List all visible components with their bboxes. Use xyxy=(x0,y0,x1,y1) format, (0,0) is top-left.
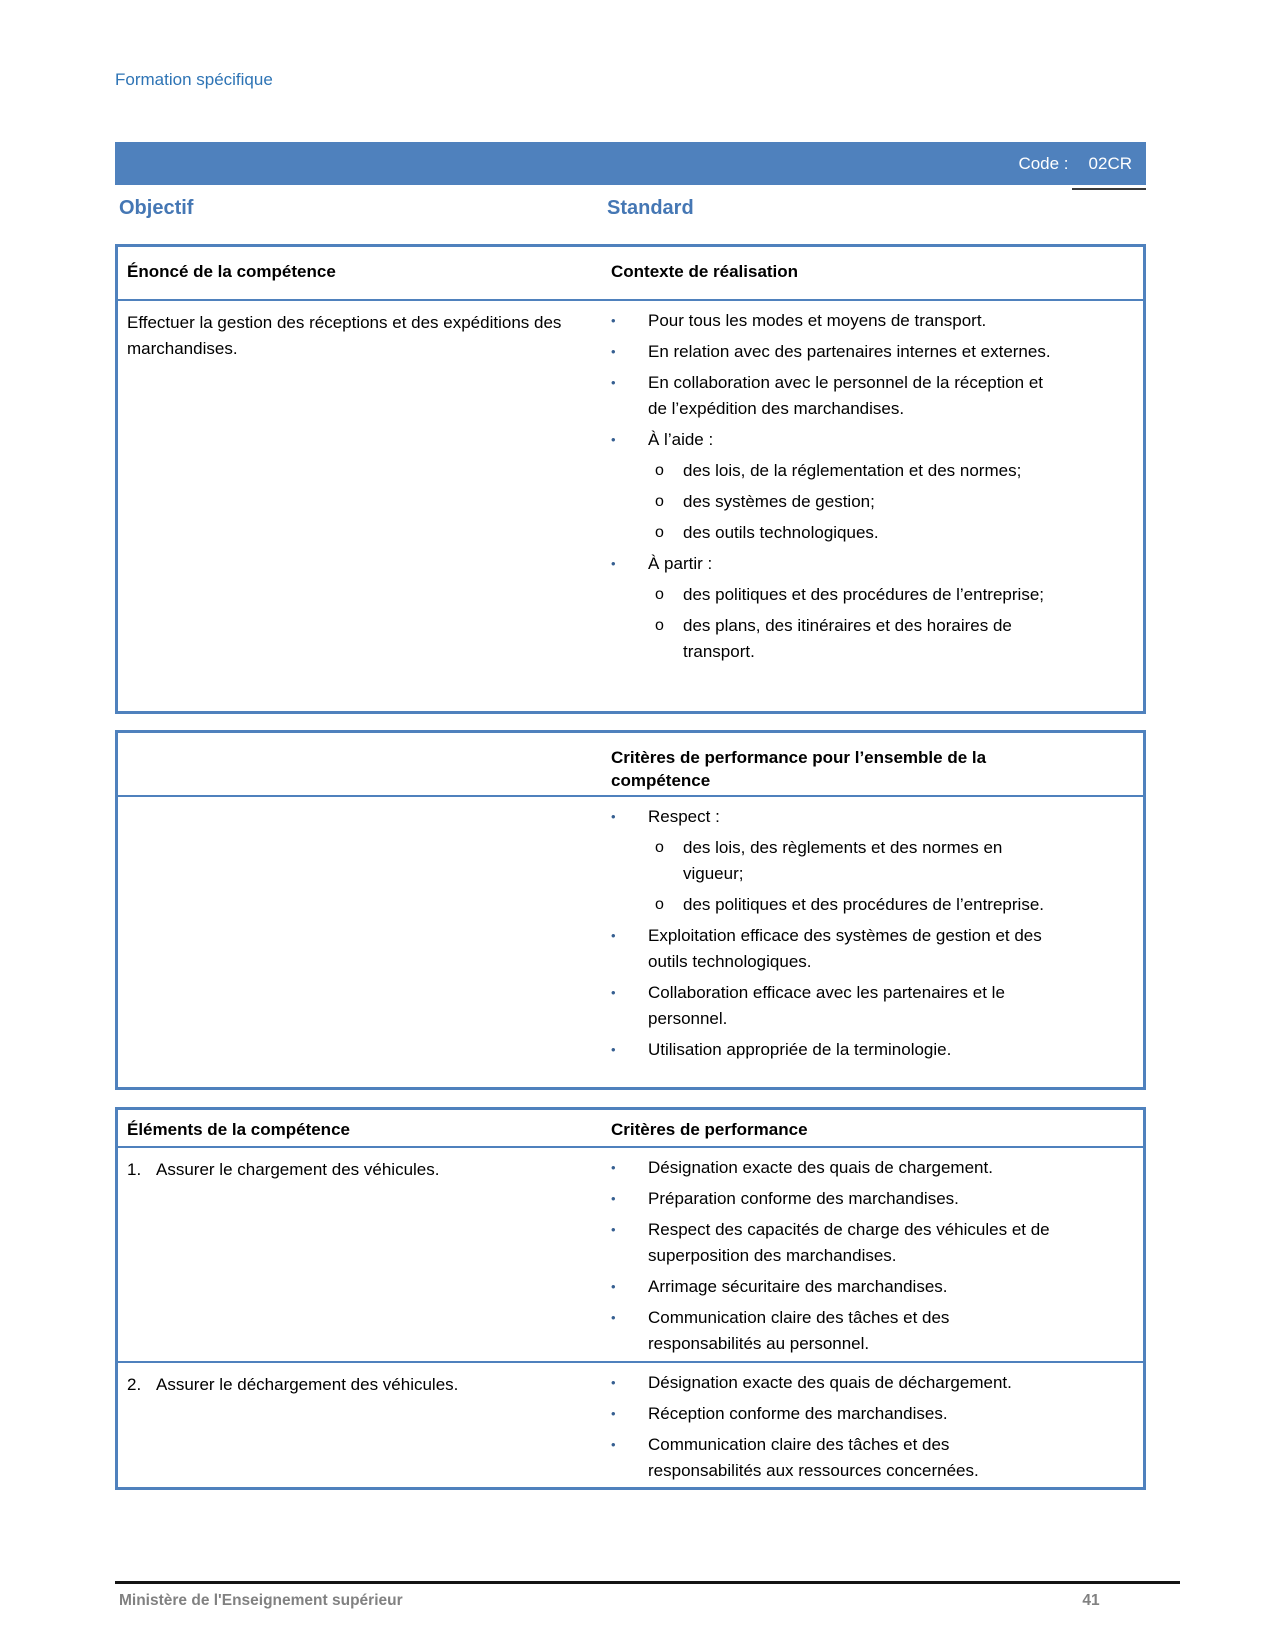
sub-bullet-icon: o xyxy=(655,493,664,510)
bullet-icon: • xyxy=(611,344,616,359)
list-item: • Respect : xyxy=(611,804,1137,830)
element-2-text: Assurer le déchargement des véhicules. xyxy=(156,1375,459,1394)
criteria-1-cell xyxy=(602,1148,1143,1362)
contexte-list xyxy=(602,301,1143,665)
list-item: • Exploitation efficace des systèmes de gestion et des outils technologiques. xyxy=(611,923,1137,975)
list-item: • Désignation exacte des quais de chargement. xyxy=(611,1155,1137,1181)
sub-bullet-icon: o xyxy=(655,617,664,634)
sub-bullet-icon: o xyxy=(655,462,664,479)
table1-header-row xyxy=(118,247,1143,301)
table2-header-right: Critères de performance pour l’ensemble de la compétence xyxy=(611,748,987,790)
criteria-2-cell xyxy=(602,1363,1143,1489)
list-item: • Communication claire des tâches et des responsabilités aux ressources concernées. xyxy=(611,1432,1137,1484)
table3-row-2 xyxy=(118,1363,1143,1489)
list-item: • Désignation exacte des quais de déchargement. xyxy=(611,1370,1137,1396)
competence-statement: Effectuer la gestion des réceptions et des expéditions des marchandises. xyxy=(127,313,562,358)
column-title-objectif: Objectif xyxy=(119,197,194,219)
bullet-icon: • xyxy=(611,809,616,824)
column-title-standard: Standard xyxy=(607,197,694,219)
criteria-2-list xyxy=(602,1363,1143,1484)
footer-divider xyxy=(115,1581,1180,1584)
contexte-cell xyxy=(602,301,1143,670)
criteres-ensemble-cell xyxy=(602,797,1143,1068)
table3-header-left: Éléments de la compétence xyxy=(127,1120,350,1139)
bullet-icon: • xyxy=(611,1437,616,1452)
table2-header-left xyxy=(118,733,602,795)
table-elements-criteres xyxy=(115,1107,1146,1490)
table-enonce-contexte xyxy=(115,244,1146,714)
bullet-icon: • xyxy=(611,1222,616,1237)
list-item: • Réception conforme des marchandises. xyxy=(611,1401,1137,1427)
code-underline xyxy=(1072,188,1146,190)
list-item: • Pour tous les modes et moyens de transport. xyxy=(611,308,1137,334)
criteria-1-list xyxy=(602,1148,1143,1357)
table3-row-1 xyxy=(118,1148,1143,1363)
list-item: • Arrimage sécuritaire des marchandises. xyxy=(611,1274,1137,1300)
bullet-icon: • xyxy=(611,556,616,571)
bullet-icon: • xyxy=(611,1375,616,1390)
sub-list-item: o des systèmes de gestion; xyxy=(655,489,1137,515)
bullet-icon: • xyxy=(611,375,616,390)
sub-bullet-icon: o xyxy=(655,586,664,603)
sub-list-item: o des lois, des règlements et des normes en vigueur; xyxy=(655,835,1137,887)
list-item: • À partir : xyxy=(611,551,1137,577)
list-item: • En collaboration avec le personnel de la réception et de l’expédition des marchandises. xyxy=(611,370,1137,422)
bullet-icon: • xyxy=(611,1310,616,1325)
table2-header-row xyxy=(118,733,1143,797)
list-item: • Préparation conforme des marchandises. xyxy=(611,1186,1137,1212)
sub-list-item: o des outils technologiques. xyxy=(655,520,1137,546)
table-criteres-ensemble xyxy=(115,730,1146,1090)
list-item: • À l’aide : xyxy=(611,427,1137,453)
sub-list-item: o des politiques et des procédures de l’entreprise. xyxy=(655,892,1137,918)
element-1-number: 1. xyxy=(127,1160,142,1179)
bullet-icon: • xyxy=(611,928,616,943)
bullet-icon: • xyxy=(611,1160,616,1175)
footer-page-number: 41 xyxy=(1082,1592,1100,1609)
sub-list-item: o des plans, des itinéraires et des horaires de transport. xyxy=(655,613,1137,665)
list-item: • Utilisation appropriée de la terminologie. xyxy=(611,1037,1137,1063)
bullet-icon: • xyxy=(611,1406,616,1421)
code-bar xyxy=(115,142,1146,185)
footer-ministry: Ministère de l'Enseignement supérieur xyxy=(119,1592,403,1609)
code-value: 02CR xyxy=(1088,153,1132,173)
criteres-ensemble-list xyxy=(602,797,1143,1063)
list-item: • Respect des capacités de charge des véhicules et de superposition des marchandises. xyxy=(611,1217,1137,1269)
element-1 xyxy=(118,1148,602,1362)
table1-header-right: Contexte de réalisation xyxy=(611,262,799,281)
list-item: • En relation avec des partenaires internes et externes. xyxy=(611,339,1137,365)
sub-bullet-icon: o xyxy=(655,896,664,913)
bullet-icon: • xyxy=(611,1042,616,1057)
sub-list-item: o des lois, de la réglementation et des normes; xyxy=(655,458,1137,484)
list-item: • Collaboration efficace avec les partenaires et le personnel. xyxy=(611,980,1137,1032)
bullet-icon: • xyxy=(611,432,616,447)
table2-empty-cell xyxy=(118,797,602,1068)
code-label: Code : xyxy=(1018,153,1069,173)
bullet-icon: • xyxy=(611,313,616,328)
bullet-icon: • xyxy=(611,1279,616,1294)
element-2 xyxy=(118,1363,602,1489)
sub-list-item: o des politiques et des procédures de l’entreprise; xyxy=(655,582,1137,608)
element-1-text: Assurer le chargement des véhicules. xyxy=(156,1160,440,1179)
sub-bullet-icon: o xyxy=(655,839,664,856)
list-item: • Communication claire des tâches et des responsabilités au personnel. xyxy=(611,1305,1137,1357)
element-2-number: 2. xyxy=(127,1375,142,1394)
table1-header-left: Énoncé de la compétence xyxy=(127,262,336,281)
bullet-icon: • xyxy=(611,1191,616,1206)
table1-body-row xyxy=(118,301,1143,670)
table3-header-row xyxy=(118,1110,1143,1148)
sub-bullet-icon: o xyxy=(655,524,664,541)
table3-header-right: Critères de performance xyxy=(611,1120,808,1139)
section-heading: Formation spécifique xyxy=(115,70,273,89)
table2-body-row xyxy=(118,797,1143,1068)
bullet-icon: • xyxy=(611,985,616,1000)
